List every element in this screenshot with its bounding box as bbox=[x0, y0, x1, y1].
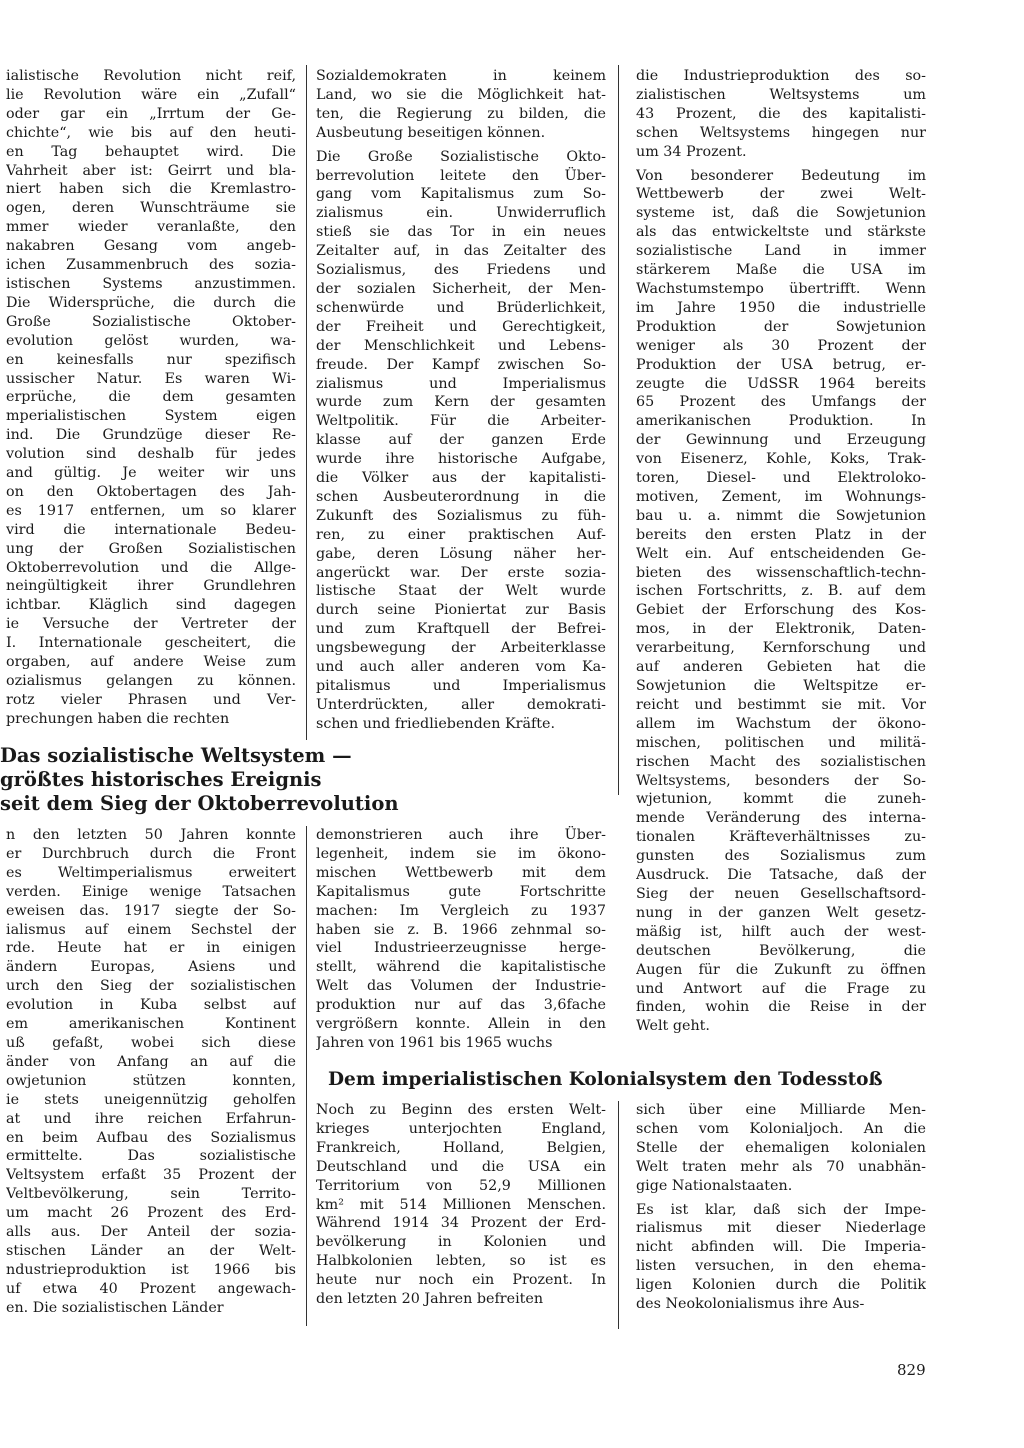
text-line: alls aus. Der Anteil der sozia- bbox=[6, 1224, 296, 1241]
text-line: Sozialismus, des Friedens und bbox=[316, 262, 606, 279]
text-line: und Antwort auf die Frage zu bbox=[636, 980, 926, 997]
text-line: Augen für die Zukunft zu öffnen bbox=[636, 961, 926, 978]
text-line: Produktion der Sowjetunion bbox=[636, 318, 926, 335]
text-line: mäßig ist, hilft auch der west- bbox=[636, 923, 926, 940]
text-line: ogen, deren Wunschträume sie bbox=[6, 200, 296, 217]
text-line: weniger als 30 Prozent der bbox=[636, 337, 926, 354]
text-line: ichtbar. Kläglich sind dagegen bbox=[6, 597, 296, 614]
text-line: owjetunion stützen konnten, bbox=[6, 1072, 296, 1089]
text-line: Jahren von 1961 bis 1965 wuchs bbox=[316, 1034, 553, 1051]
text-line: freude. Der Kampf zwischen So- bbox=[316, 356, 606, 373]
text-line: Unterdrückten, aller demokrati- bbox=[316, 696, 606, 713]
text-line: verarbeitung, Kernforschung und bbox=[636, 640, 926, 657]
text-line: ialistische Revolution nicht reif, bbox=[6, 68, 296, 84]
text-line: rischen Macht des sozialistischen bbox=[636, 753, 926, 770]
text-line: viel Industrieerzeugnisse herge- bbox=[316, 940, 606, 957]
text-line: der sozialen Sicherheit, der Men- bbox=[316, 280, 606, 297]
text-line: schen Ausbeuterordnung in die bbox=[316, 488, 606, 505]
text-line: Sieg der neuen Gesellschaftsord- bbox=[636, 885, 926, 902]
text-line: wurde zum Kern der gesamten bbox=[316, 394, 606, 411]
section2-heading-line: größtes historisches Ereignis bbox=[0, 768, 322, 791]
text-line: den letzten 20 Jahren befreiten bbox=[316, 1291, 544, 1308]
text-line: mende Veränderung des interna- bbox=[636, 810, 926, 827]
right-column bbox=[636, 67, 926, 1057]
text-line: vergrößern konnte. Allein in den bbox=[316, 1016, 606, 1033]
text-line: durch seine Pioniertat zur Basis bbox=[316, 602, 606, 619]
text-line: Ausdruck. Die Tatsache, daß der bbox=[636, 867, 926, 884]
text-line: Die Widersprüche, die durch die bbox=[6, 294, 296, 311]
text-line: n den letzten 50 Jahren konnte bbox=[6, 827, 296, 843]
text-line: es Weltimperialismus erweitert bbox=[6, 864, 296, 881]
text-line: rialismus mit dieser Niederlage bbox=[636, 1220, 926, 1237]
text-line: Produktion der USA betrug, er- bbox=[636, 356, 926, 373]
text-line: klasse auf der ganzen Erde bbox=[316, 432, 606, 449]
text-line: istischen Systems anzustimmen. bbox=[6, 275, 296, 292]
section1-column-2 bbox=[316, 67, 606, 737]
text-line: ussischer Natur. Es waren Wi- bbox=[6, 370, 296, 387]
text-line: machen: Im Vergleich zu 1937 bbox=[316, 902, 606, 919]
text-line: motiven, Zement, im Wohnungs- bbox=[636, 488, 926, 505]
text-line: Kapitalismus gute Fortschritte bbox=[316, 883, 606, 900]
text-line: mischen Wettbewerb mit dem bbox=[316, 864, 606, 881]
text-line: ren, zu einer praktischen Auf- bbox=[316, 526, 606, 543]
text-line: Welt ein. Auf entscheidenden Ge- bbox=[636, 545, 926, 562]
text-line: sich über eine Milliarde Men- bbox=[636, 1102, 926, 1118]
text-line: stischen Länder an der Welt- bbox=[6, 1242, 296, 1259]
text-line: I. Internationale gescheitert, die bbox=[6, 635, 296, 652]
text-line: niert haben sich die Kremlastro- bbox=[6, 181, 296, 198]
text-line: listen versuchen, in den ehema- bbox=[636, 1258, 926, 1275]
text-line: Welt das Volumen der Industrie- bbox=[316, 978, 606, 995]
text-line: änder von Anfang an auf die bbox=[6, 1053, 296, 1070]
text-line: von Eisenerz, Kohle, Koks, Trak- bbox=[636, 451, 926, 468]
text-line: Veltbevölkerung, sein Territo- bbox=[6, 1186, 296, 1203]
section3-heading: Dem imperialistischen Kolonialsystem den Todesstoß bbox=[328, 1069, 883, 1090]
text-line: toren, Diesel- und Elektroloko- bbox=[636, 470, 926, 487]
text-line: ung der Großen Sozialistischen bbox=[6, 540, 296, 557]
text-line: Es ist klar, daß sich der Impe- bbox=[636, 1201, 926, 1218]
text-line: bau u. a. nimmt die Sowjetunion bbox=[636, 507, 926, 524]
text-line: haben sie z. B. 1966 zehnmal so- bbox=[316, 921, 606, 938]
text-line: Frankreich, Holland, Belgien, bbox=[316, 1139, 606, 1156]
section1-column-1 bbox=[6, 67, 296, 737]
text-line: zialismus ein. Unwiderruflich bbox=[316, 205, 606, 222]
text-line: Von besonderer Bedeutung im bbox=[636, 167, 926, 184]
text-line: schen Weltsystems hingegen nur bbox=[636, 124, 926, 141]
text-line: Halbkolonien lebten, so ist es bbox=[316, 1253, 606, 1270]
column-rule bbox=[618, 1101, 619, 1329]
text-line: and gültig. Je weiter wir uns bbox=[6, 465, 296, 482]
text-line: ligen Kolonien durch die Politik bbox=[636, 1277, 926, 1294]
section3-column-2 bbox=[636, 1101, 926, 1331]
text-line: im Jahre 1950 die industrielle bbox=[636, 299, 926, 316]
text-line: ischen Fortschritts, z. B. auf dem bbox=[636, 583, 926, 600]
text-line: Wachstumstempo übertrifft. Wenn bbox=[636, 280, 926, 297]
text-line: gunsten des Sozialismus zum bbox=[636, 848, 926, 865]
text-line: vird die internationale Bedeu- bbox=[6, 521, 296, 538]
text-line: mischen, politischen und militä- bbox=[636, 734, 926, 751]
text-line: der Gewinnung und Erzeugung bbox=[636, 432, 926, 449]
text-line: ändern Europas, Asiens und bbox=[6, 959, 296, 976]
text-line: legenheit, indem sie im ökono- bbox=[316, 845, 606, 862]
text-line: volution sind deshalb für jedes bbox=[6, 446, 296, 463]
page-number: 829 bbox=[897, 1361, 926, 1379]
text-line: Welt traten mehr als 70 unabhän- bbox=[636, 1158, 926, 1175]
text-line: Veltsystem erfaßt 35 Prozent der bbox=[6, 1167, 296, 1184]
text-line: es 1917 entfernen, um so klarer bbox=[6, 502, 296, 519]
text-line: lie Revolution wäre ein „Zufall“ bbox=[6, 86, 296, 103]
text-line: um 34 Prozent. bbox=[636, 143, 747, 160]
text-line: nung in der ganzen Welt gesetz- bbox=[636, 904, 926, 921]
text-line: uf etwa 40 Prozent angewach- bbox=[6, 1280, 296, 1297]
text-line: sozialistische Land in immer bbox=[636, 243, 926, 260]
text-line: bieten des wissenschaftlich-techn- bbox=[636, 564, 926, 581]
text-line: gige Nationalstaaten. bbox=[636, 1177, 793, 1194]
text-line: demonstrieren auch ihre Über- bbox=[316, 827, 606, 843]
text-line: Noch zu Beginn des ersten Welt- bbox=[316, 1102, 606, 1118]
text-line: nicht abfinden will. Die Imperia- bbox=[636, 1239, 926, 1256]
text-line: die Völker aus der kapitalisti- bbox=[316, 470, 606, 487]
text-line: ungsbewegung der Arbeiterklasse bbox=[316, 640, 606, 657]
column-rule bbox=[306, 65, 307, 740]
section2-column-1 bbox=[6, 826, 296, 1326]
text-line: ind. Die Grundzüge dieser Re- bbox=[6, 427, 296, 444]
section2-heading-line: Das sozialistische Weltsystem — bbox=[0, 744, 352, 767]
text-line: und zum Kraftquell der Befrei- bbox=[316, 621, 606, 638]
text-line: en. Die sozialistischen Länder bbox=[6, 1299, 224, 1316]
text-line: zialismus und Imperialismus bbox=[316, 375, 606, 392]
text-line: ie stets uneigennützig geholfen bbox=[6, 1091, 296, 1108]
text-line: und auch aller anderen vom Ka- bbox=[316, 659, 606, 676]
text-line: en Tag behauptet wird. Die bbox=[6, 143, 296, 160]
text-line: Sozialdemokraten in keinem bbox=[316, 68, 606, 84]
text-line: gabe, deren Lösung näher her- bbox=[316, 545, 606, 562]
text-line: um macht 26 Prozent des Erd- bbox=[6, 1205, 296, 1222]
text-line: wjetunion, kommt die zuneh- bbox=[636, 791, 926, 808]
text-line: amerikanischen Produktion. In bbox=[636, 413, 926, 430]
text-line: Gebiet der Erforschung des Kos- bbox=[636, 602, 926, 619]
text-line: zeugte die UdSSR 1964 bereits bbox=[636, 375, 926, 392]
text-line: angerückt war. Der erste sozia- bbox=[316, 564, 606, 581]
text-line: Sowjetunion die Weltspitze er- bbox=[636, 678, 926, 694]
text-line: pitalismus und Imperialismus bbox=[316, 678, 606, 694]
text-line: deutschen Bevölkerung, die bbox=[636, 942, 926, 959]
text-line: bereits den ersten Platz in der bbox=[636, 526, 926, 543]
section2-heading-line: seit dem Sieg der Oktoberrevolution bbox=[0, 792, 399, 815]
text-line: Oktoberrevolution und die Allge- bbox=[6, 559, 296, 576]
text-line: on den Oktobertagen des Jah- bbox=[6, 483, 296, 500]
text-line: en beim Aufbau des Sozialismus bbox=[6, 1129, 296, 1146]
text-line: rotz vieler Phrasen und Ver- bbox=[6, 691, 296, 708]
text-line: Weltpolitik. Für die Arbeiter- bbox=[316, 413, 606, 430]
text-line: evolution gelöst wurden, wa- bbox=[6, 332, 296, 349]
text-line: verden. Einige wenige Tatsachen bbox=[6, 883, 296, 900]
text-line: als das entwickeltste und stärkste bbox=[636, 224, 926, 241]
text-line: Zukunft des Sozialismus zu füh- bbox=[316, 507, 606, 524]
text-line: 43 Prozent, die des kapitalisti- bbox=[636, 105, 926, 122]
text-line: mperialistischen System eigen bbox=[6, 408, 296, 425]
text-line: Wettbewerb der zwei Welt- bbox=[636, 186, 926, 203]
text-line: heute nur noch ein Prozent. In bbox=[316, 1272, 606, 1289]
text-line: krieges unterjochten England, bbox=[316, 1120, 606, 1137]
text-line: Welt geht. bbox=[636, 1018, 710, 1035]
text-line: eweisen das. 1917 siegte der So- bbox=[6, 902, 296, 919]
text-line: 65 Prozent des Umfangs der bbox=[636, 394, 926, 411]
text-line: mmer wieder veranlaßte, den bbox=[6, 219, 296, 236]
text-line: en keinesfalls nur spezifisch bbox=[6, 351, 296, 368]
text-line: reicht und bestimmt sie mit. Vor bbox=[636, 696, 926, 713]
text-line: finden, wohin die Reise in der bbox=[636, 999, 926, 1016]
text-line: schen und friedliebenden Kräfte. bbox=[316, 715, 556, 732]
text-line: der Freiheit und Gerechtigkeit, bbox=[316, 318, 606, 335]
text-line: stellt, während die kapitalistische bbox=[316, 959, 606, 976]
text-line: Vahrheit aber ist: Geirrt und bla- bbox=[6, 162, 296, 179]
text-line: ten, die Regierung zu bilden, die bbox=[316, 105, 606, 122]
text-line: nakabren Gesang vom angeb- bbox=[6, 238, 296, 255]
text-line: rde. Heute hat er in einigen bbox=[6, 940, 296, 957]
section2-heading bbox=[0, 744, 399, 816]
text-line: zialistischen Weltsystems um bbox=[636, 86, 926, 103]
text-line: Land, wo sie die Möglichkeit hat- bbox=[316, 86, 606, 103]
text-line: ichen Zusammenbruch des sozia- bbox=[6, 257, 296, 274]
text-line: uß gefaßt, wobei sich diese bbox=[6, 1034, 296, 1051]
text-line: ozialismus gelangen zu können. bbox=[6, 673, 296, 689]
text-line: Große Sozialistische Oktober- bbox=[6, 313, 296, 330]
text-line: bevölkerung in Kolonien und bbox=[316, 1234, 606, 1251]
text-line: Während 1914 34 Prozent der Erd- bbox=[316, 1215, 606, 1232]
text-line: systeme ist, daß die Sowjetunion bbox=[636, 205, 926, 222]
text-line: berrevolution leitete den Über- bbox=[316, 167, 606, 184]
text-line: oder gar ein „Irrtum der Ge- bbox=[6, 105, 296, 122]
column-rule bbox=[306, 826, 307, 1326]
text-line: wurde ihre historische Aufgabe, bbox=[316, 451, 606, 468]
text-line: ialismus auf einem Sechstel der bbox=[6, 921, 296, 938]
text-line: ndustrieproduktion ist 1966 bis bbox=[6, 1261, 296, 1278]
text-line: des Neokolonialismus ihre Aus- bbox=[636, 1296, 865, 1313]
text-line: allem im Wachstum der ökono- bbox=[636, 715, 926, 732]
text-line: Stelle der ehemaligen kolonialen bbox=[636, 1139, 926, 1156]
text-line: neingültigkeit ihrer Grundlehren bbox=[6, 578, 296, 595]
text-line: schenwürde und Brüderlichkeit, bbox=[316, 299, 606, 316]
text-line: ermittelte. Das sozialistische bbox=[6, 1148, 296, 1165]
text-line: produktion nur auf das 3,6fache bbox=[316, 997, 606, 1014]
text-line: auf anderen Gebieten hat die bbox=[636, 659, 926, 676]
text-line: mos, in der Elektronik, Daten- bbox=[636, 621, 926, 638]
text-line: die Industrieproduktion des so- bbox=[636, 68, 926, 84]
text-line: er Durchbruch durch die Front bbox=[6, 845, 296, 862]
text-line: orgaben, auf andere Weise zum bbox=[6, 654, 296, 671]
text-line: em amerikanischen Kontinent bbox=[6, 1016, 296, 1033]
text-line: gang vom Kapitalismus zum So- bbox=[316, 186, 606, 203]
text-line: evolution in Kuba selbst auf bbox=[6, 997, 296, 1014]
text-line: stärkerem Maße die USA im bbox=[636, 262, 926, 279]
column-rule bbox=[618, 65, 619, 795]
text-line: chichte“, wie bis auf den heuti- bbox=[6, 124, 296, 141]
text-line: tionalen Kräfteverhältnisses zu- bbox=[636, 829, 926, 846]
text-line: ie Versuche der Vertreter der bbox=[6, 616, 296, 633]
text-line: schen vom Kolonialjoch. An die bbox=[636, 1120, 926, 1137]
text-line: Territorium von 52,9 Millionen bbox=[316, 1177, 606, 1194]
text-line: urch den Sieg der sozialistischen bbox=[6, 978, 296, 995]
text-line: Zeitalter auf, in das Zeitalter des bbox=[316, 243, 606, 260]
text-line: at und ihre reichen Erfahrun- bbox=[6, 1110, 296, 1127]
section3-column-1 bbox=[316, 1101, 606, 1331]
text-line: Weltsystems, besonders der So- bbox=[636, 772, 926, 789]
text-line: Ausbeutung beseitigen können. bbox=[316, 124, 546, 141]
text-line: erprüche, die dem gesamten bbox=[6, 389, 296, 406]
text-line: Die Große Sozialistische Okto- bbox=[316, 148, 606, 165]
text-line: der Menschlichkeit und Lebens- bbox=[316, 337, 606, 354]
text-line: km² mit 514 Millionen Menschen. bbox=[316, 1196, 606, 1213]
text-line: prechungen haben die rechten bbox=[6, 710, 230, 727]
text-line: stieß sie das Tor in ein neues bbox=[316, 224, 606, 241]
text-line: listische Staat der Welt wurde bbox=[316, 583, 606, 600]
section2-column-2 bbox=[316, 826, 606, 1066]
text-line: Deutschland und die USA ein bbox=[316, 1158, 606, 1175]
